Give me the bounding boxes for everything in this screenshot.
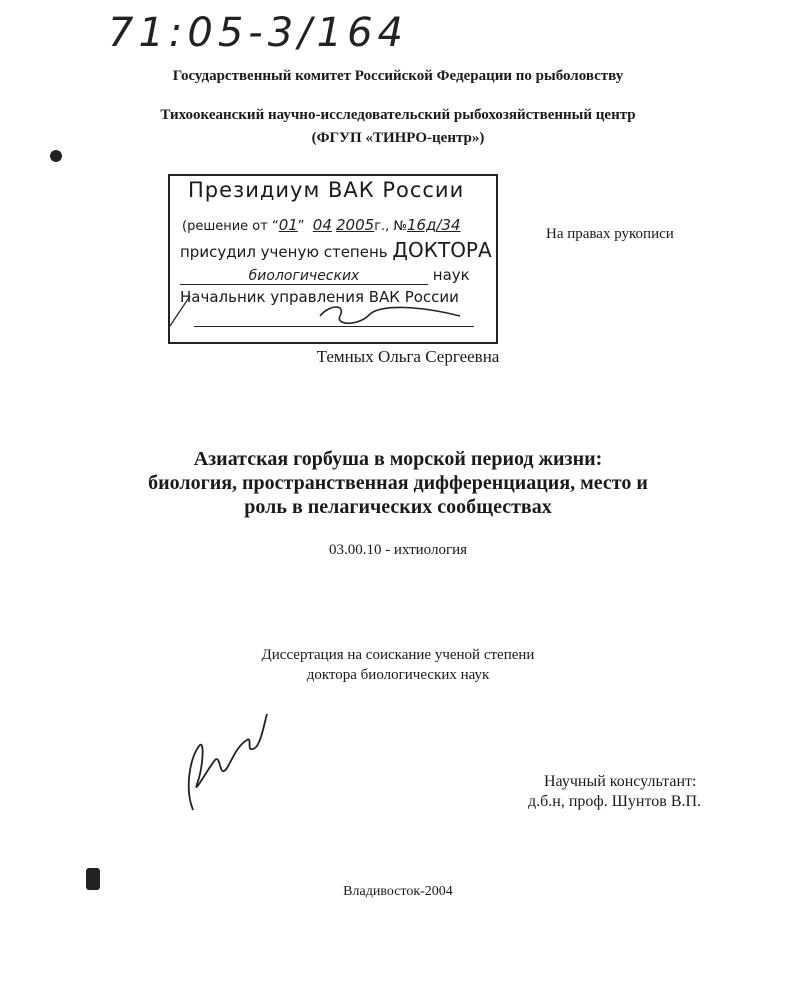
dissertation-line-1: Диссертация на соискание ученой степени [261,647,535,663]
vak-stamp [168,174,498,344]
stamp-degree-prefix: присудил ученую степень [180,243,388,261]
ministry-name: Государственный комитет Российской Федерации по рыболовству [172,68,624,84]
dissertation-line-2: доктора биологических наук [306,667,490,683]
title-line-3: роль в пелагических сообществах [244,496,552,518]
stamp-field-suffix: наук [432,266,470,284]
stamp-day: 01 [278,216,298,234]
stamp-official: Начальник управления ВАК России [180,288,459,306]
ink-speck [50,150,62,162]
stamp-year-suffix: г., № [374,219,407,234]
dissertation-degree [0,645,796,685]
author-name: Темных Ольга Сергеевна [316,347,500,366]
specialty-code: 03.00.10 - ихтиология [328,542,468,558]
title-line-2: биология, пространственная дифференциация, место и [148,472,648,494]
institute-abbr: (ФГУП «ТИНРО-центр») [311,130,485,146]
institute-name: Тихоокеанский научно-исследовательский рыбохозяйственный центр [160,107,636,123]
consultant-name: д.б.н, проф. Шунтов В.П. [528,793,702,810]
stamp-signature [170,176,500,346]
title-line-1: Азиатская горбуша в морской период жизни: [193,448,603,470]
stamp-month: 04 [312,216,332,234]
manuscript-rights: На правах рукописи [546,226,674,242]
stamp-degree: ДОКТОРА [392,238,492,262]
city-year: Владивосток-2004 [343,884,453,899]
stamp-field: биологических [180,268,428,285]
stamp-decision-prefix: (решение от “ [182,219,279,234]
consultant-label: Научный консультант: [544,773,697,790]
author-signature [175,710,275,820]
stamp-decision-line: (решение от “01” 04 2005г., №16д/34 [182,216,461,234]
stamp-title: Президиум ВАК России [188,178,465,202]
stamp-year: 2005 [336,216,375,234]
dissertation-title [0,447,796,519]
stamp-number: 16д/34 [406,216,461,234]
archive-code: 71:05-3/164 [108,10,408,56]
scientific-consultant [528,772,701,812]
